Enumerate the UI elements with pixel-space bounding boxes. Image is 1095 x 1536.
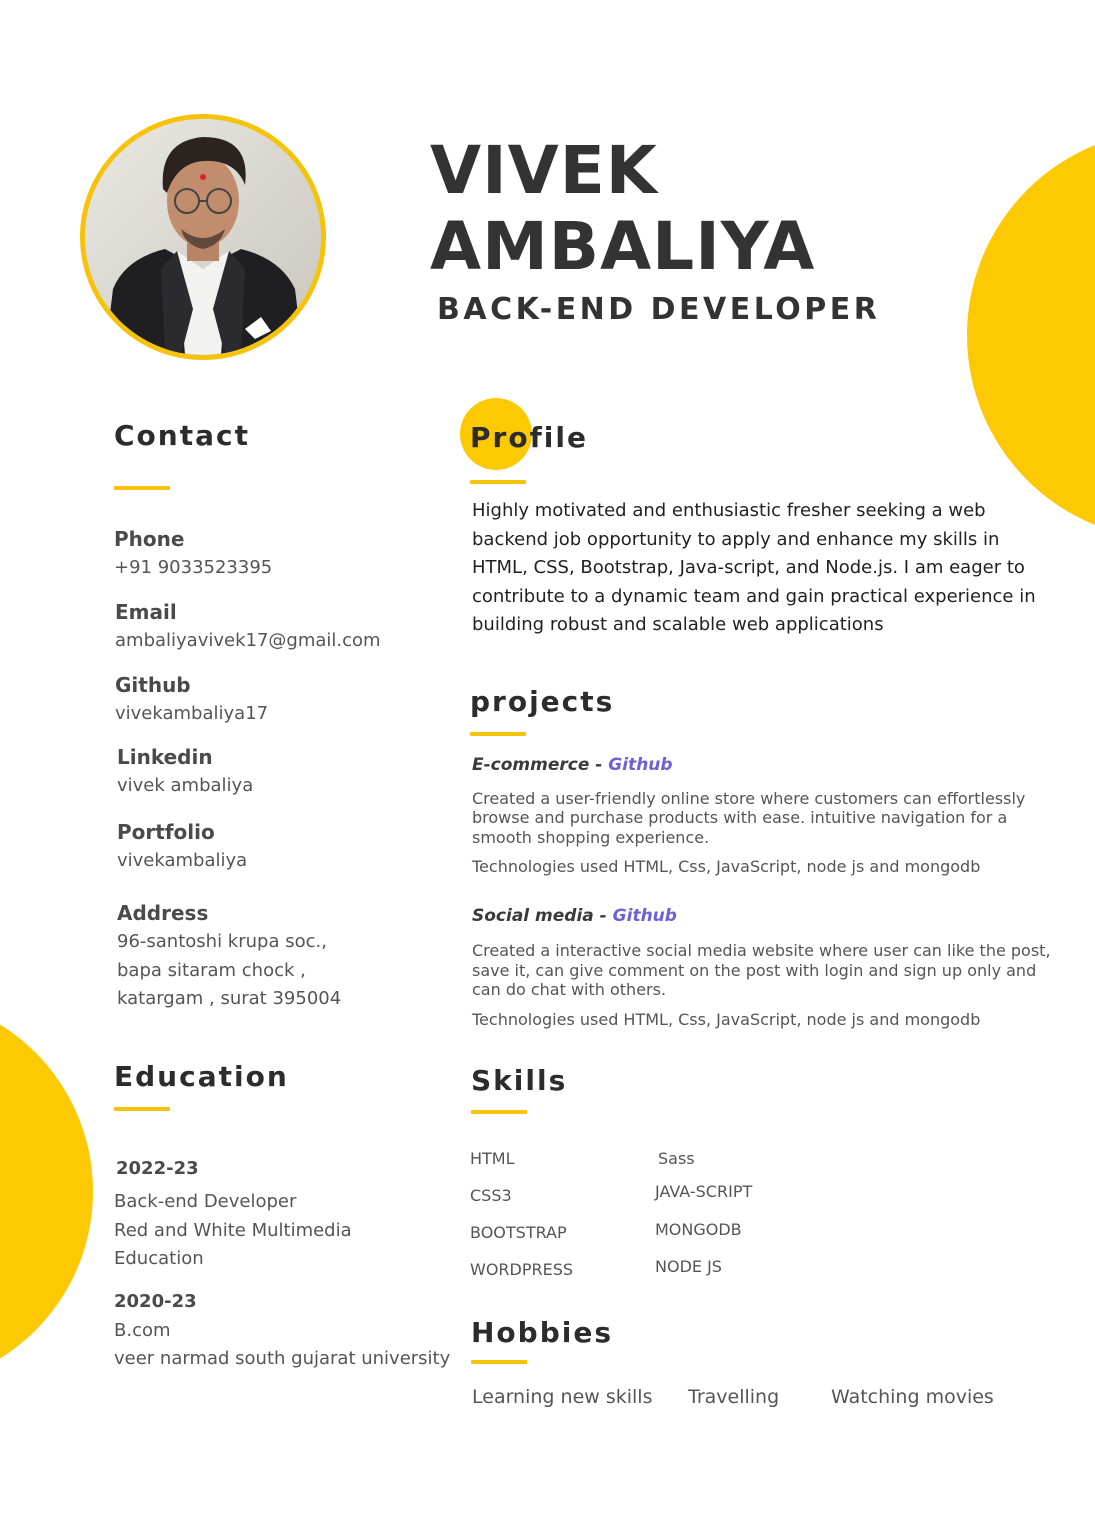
- education-underline: [114, 1107, 170, 1111]
- project-description-line: can do chat with others.: [472, 980, 667, 999]
- education-year: 2022-23: [116, 1158, 199, 1179]
- project-description-line: browse and purchase products with ease. intuitive navigation for a: [472, 808, 1008, 827]
- project-description-line: Created a user-friendly online store where customers can effortlessly: [472, 789, 1026, 808]
- project-description-line: save it, can give comment on the post with login and sign up only and: [472, 961, 1037, 980]
- address-line: 96-santoshi krupa soc.,: [117, 931, 327, 952]
- education-line: B.com: [114, 1320, 171, 1341]
- phone-label: Phone: [114, 527, 185, 551]
- project-separator: -: [589, 755, 609, 775]
- project-github-link[interactable]: Github: [612, 906, 677, 926]
- linkedin-value: vivek ambaliya: [117, 775, 254, 796]
- address-label: Address: [117, 901, 209, 925]
- education-line: veer narmad south gujarat university: [114, 1348, 451, 1369]
- skill-item: BOOTSTRAP: [470, 1223, 567, 1242]
- decorative-circle-right: [967, 130, 1095, 540]
- skill-item: CSS3: [470, 1186, 512, 1205]
- skill-item: Sass: [658, 1149, 695, 1168]
- project-name: Social media: [472, 906, 594, 926]
- projects-underline: [470, 732, 526, 736]
- linkedin-label: Linkedin: [117, 745, 213, 769]
- project-technologies: Technologies used HTML, Css, JavaScript, node js and mongodb: [472, 857, 981, 876]
- profile-line: building robust and scalable web applications: [472, 614, 884, 635]
- portfolio-value: vivekambaliya: [117, 850, 248, 871]
- project-description-line: smooth shopping experience.: [472, 828, 710, 847]
- skill-item: WORDPRESS: [470, 1260, 574, 1279]
- portrait-icon: [85, 119, 321, 355]
- hobbies-heading: Hobbies: [471, 1316, 614, 1349]
- education-line: Red and White Multimedia: [114, 1220, 352, 1241]
- profile-underline: [470, 480, 526, 484]
- skills-underline: [471, 1110, 527, 1114]
- profile-line: Highly motivated and enthusiastic fresher seeking a web: [472, 500, 986, 521]
- address-line: katargam , surat 395004: [117, 988, 342, 1009]
- phone-value: +91 9033523395: [114, 557, 273, 578]
- last-name: AMBALIYA: [430, 208, 816, 285]
- profile-line: backend job opportunity to apply and enhance my skills in: [472, 529, 1000, 550]
- education-year: 2020-23: [114, 1291, 197, 1312]
- hobby-item: Learning new skills: [472, 1386, 653, 1408]
- skill-item: MONGODB: [655, 1220, 742, 1239]
- avatar: [80, 114, 326, 360]
- profile-line: HTML, CSS, Bootstrap, Java-script, and Node.js. I am eager to: [472, 557, 1025, 578]
- project-technologies: Technologies used HTML, Css, JavaScript, node js and mongodb: [472, 1010, 981, 1029]
- education-heading: Education: [114, 1060, 289, 1093]
- hobby-item: Travelling: [688, 1386, 780, 1408]
- hobbies-underline: [471, 1360, 527, 1364]
- github-value: vivekambaliya17: [115, 703, 269, 724]
- skill-item: JAVA-SCRIPT: [655, 1182, 753, 1201]
- project-github-link[interactable]: Github: [608, 755, 673, 775]
- decorative-circle-left: [0, 995, 93, 1388]
- hobby-item: Watching movies: [831, 1386, 994, 1408]
- project-title: [472, 908, 677, 925]
- skill-item: HTML: [470, 1149, 515, 1168]
- projects-heading: projects: [470, 685, 615, 718]
- project-description-line: Created a interactive social media website where user can like the post,: [472, 941, 1051, 960]
- skills-heading: Skills: [471, 1064, 568, 1097]
- email-label: Email: [115, 600, 177, 624]
- address-line: bapa sitaram chock ,: [117, 960, 306, 981]
- github-label: Github: [115, 673, 191, 697]
- contact-heading: Contact: [114, 419, 250, 452]
- education-line: Education: [114, 1248, 204, 1269]
- email-value: ambaliyavivek17@gmail.com: [115, 630, 381, 651]
- portfolio-label: Portfolio: [117, 820, 215, 844]
- profile-heading: Profile: [470, 421, 588, 454]
- job-title: BACK-END DEVELOPER: [437, 292, 881, 327]
- project-name: E-commerce: [472, 755, 590, 775]
- contact-underline: [114, 486, 170, 490]
- project-title: [472, 757, 673, 774]
- profile-line: contribute to a dynamic team and gain practical experience in: [472, 586, 1036, 607]
- project-separator: -: [593, 906, 613, 926]
- education-line: Back-end Developer: [114, 1191, 297, 1212]
- skill-item: NODE JS: [655, 1257, 722, 1276]
- first-name: VIVEK: [430, 132, 658, 209]
